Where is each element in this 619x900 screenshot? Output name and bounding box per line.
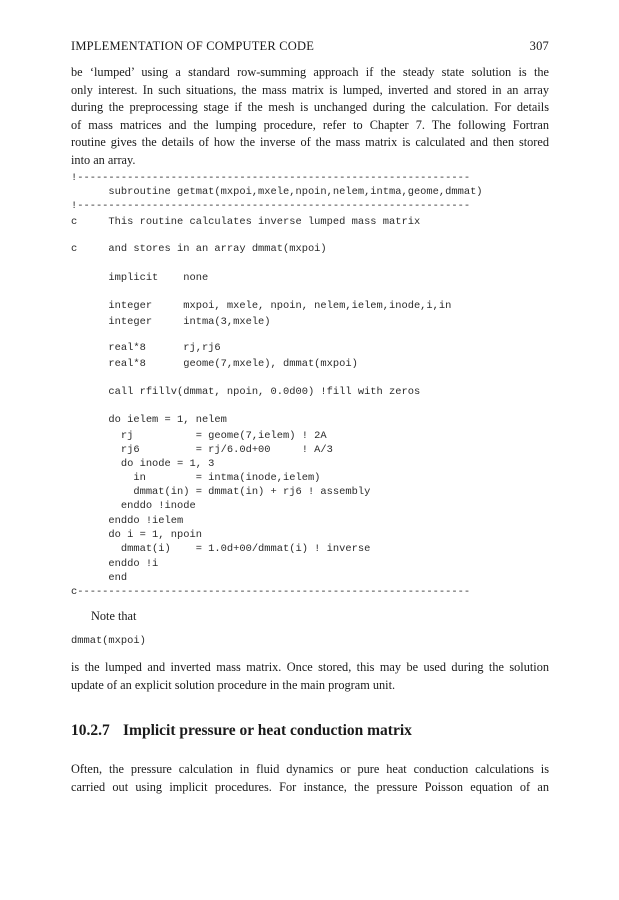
code-line: do ielem = 1, nelem (71, 414, 227, 426)
paragraph-line: into an array. (71, 152, 136, 167)
code-line: enddo !inode (71, 500, 196, 512)
code-line: dmmat(in) = dmmat(in) + rj6 ! assembly (71, 486, 371, 498)
code-line: real*8 geome(7,mxele), dmmat(mxpoi) (71, 358, 358, 370)
intro-paragraph (71, 64, 549, 170)
code-line: dmmat(i) = 1.0d+00/dmmat(i) ! inverse (71, 543, 371, 555)
paragraph-line: is the lumped and inverted mass matrix. Once stored, this may be used during the solution (71, 660, 549, 674)
running-head: IMPLEMENTATION OF COMPUTER CODE (71, 39, 315, 53)
paragraph-line: update of an explicit solution procedure in the main program unit. (71, 677, 396, 692)
code-line: subroutine getmat(mxpoi,mxele,npoin,nelem,intma,geome,dmmat) (71, 186, 483, 198)
code-line: enddo !i (71, 558, 159, 570)
section-paragraph (71, 761, 549, 796)
section-heading (71, 722, 412, 740)
code-line: c--------------------------------------------------------------- (71, 586, 471, 598)
fortran-code-listing (71, 172, 549, 602)
inline-code: dmmat(mxpoi) (71, 635, 146, 647)
paragraph-line: be ‘lumped’ using a standard row-summing approach if the steady state solution is the (71, 65, 549, 79)
page-number: 307 (529, 39, 549, 53)
code-line: end (71, 572, 128, 584)
paragraph-line: routine gives the details of how the inverse of the mass matrix is calculated and then stored (71, 135, 549, 150)
explanation-paragraph (71, 659, 549, 694)
code-line: do i = 1, npoin (71, 529, 202, 541)
code-line: integer intma(3,mxele) (71, 316, 271, 328)
paragraph-line: during the preprocessing stage if the mesh is unchanged during the calculation. For details (71, 100, 549, 115)
code-line: c and stores in an array dmmat(mxpoi) (71, 243, 327, 255)
page-header (71, 39, 549, 55)
note-text: Note that (91, 609, 137, 623)
code-line: implicit none (71, 272, 209, 284)
paragraph-line: only interest. In such situations, the mass matrix is lumped, inverted and stored in an array (71, 82, 549, 97)
code-line: call rfillv(dmmat, npoin, 0.0d00) !fill with zeros (71, 386, 421, 398)
paragraph-line: of mass matrices and the lumping procedure, refer to Chapter 7. The following Fortran (71, 117, 549, 132)
code-line: enddo !ielem (71, 515, 184, 527)
section-title: Implicit pressure or heat conduction matrix (123, 722, 412, 739)
code-line: rj6 = rj/6.0d+00 ! A/3 (71, 444, 333, 456)
code-line: real*8 rj,rj6 (71, 342, 221, 354)
code-line: do inode = 1, 3 (71, 458, 215, 470)
paragraph-line: Often, the pressure calculation in fluid dynamics or pure heat conduction calculations is (71, 762, 549, 776)
paragraph-line: carried out using implicit procedures. For instance, the pressure Poisson equation of an (71, 779, 549, 794)
code-line: c This routine calculates inverse lumped mass matrix (71, 216, 421, 228)
code-line: !--------------------------------------------------------------- (71, 200, 471, 212)
code-line: rj = geome(7,ielem) ! 2A (71, 430, 327, 442)
code-line: integer mxpoi, mxele, npoin, nelem,ielem,inode,i,in (71, 300, 452, 312)
section-number: 10.2.7 (71, 722, 110, 739)
code-line: in = intma(inode,ielem) (71, 472, 321, 484)
code-line: !--------------------------------------------------------------- (71, 172, 471, 184)
